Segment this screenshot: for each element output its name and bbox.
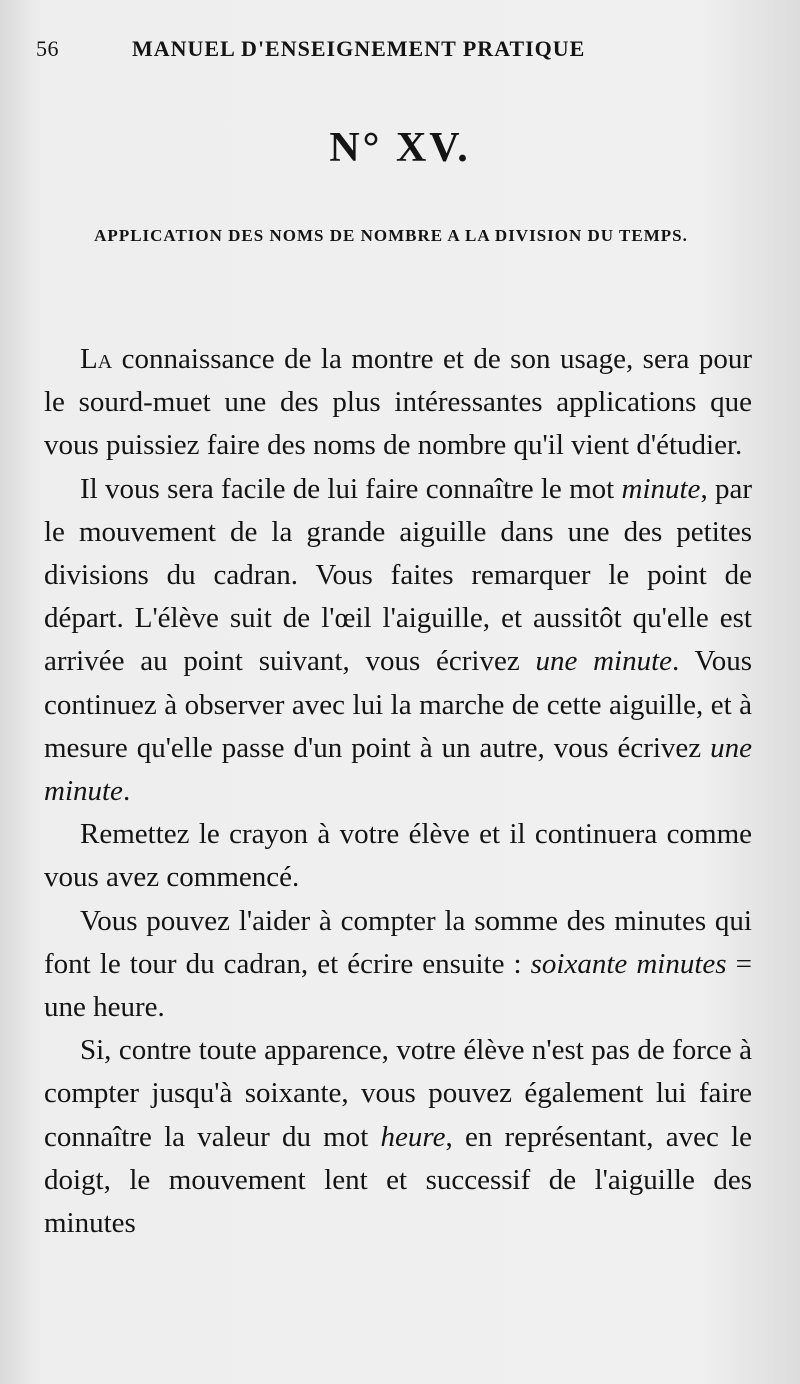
paragraph-2 — [44, 468, 752, 814]
paragraph-4-text-b: = une heure. — [44, 947, 753, 1024]
paragraph-1-text: connaissance de la montre et de son usage, sera pour le sourd-muet une des plus intéressantes applications que vous puissiez faire des noms de nombre qu'il vient d'étudier. — [44, 343, 752, 462]
paragraph-2-text-c: . Vous continuez à observer avec lui la marche de cette aiguille, et à mesure qu'elle passe d'un point à un autre, vous écrivez — [44, 645, 752, 764]
running-title: MANUEL D'ENSEIGNEMENT PRATIQUE — [132, 36, 586, 61]
paragraph-2-text-a: Il vous sera facile de lui faire connaître le mot — [80, 472, 622, 505]
paragraph-2-text-d: . — [122, 775, 131, 808]
paragraph-1 — [44, 338, 752, 468]
paragraph-5-italic-1: heure — [380, 1120, 446, 1153]
body-text — [44, 338, 752, 1245]
section-title: APPLICATION DES NOMS DE NOMBRE A LA DIVISION DU TEMPS. — [94, 226, 688, 245]
paragraph-2-italic-2: une minute — [535, 645, 673, 678]
paragraph-1-dropcap: La — [80, 343, 113, 375]
paragraph-4-italic-1: soixante minutes — [530, 947, 727, 980]
paragraph-5-text-a: Si, contre toute apparence, votre élève n'est pas de force à compter jusqu'à soixante, vous pouvez également lui faire connaître la valeur du mot — [44, 1034, 752, 1153]
paragraph-2-italic-3: une minute — [44, 731, 752, 808]
paragraph-4-text-a: Vous pouvez l'aider à compter la somme des minutes qui font le tour du cadran, et écrire ensuite : — [44, 904, 752, 980]
paragraph-3 — [44, 813, 752, 899]
paragraph-3-text: Remettez le crayon à votre élève et il continuera comme vous avez commencé. — [44, 818, 752, 894]
paragraph-5-text-b: , en représentant, avec le doigt, le mouvement lent et successif de l'aiguille des minutes — [44, 1120, 752, 1240]
section-number: N° XV. — [329, 125, 471, 171]
page-header — [36, 36, 736, 72]
paragraph-2-italic-1: minute — [621, 472, 701, 505]
paragraph-4 — [44, 900, 752, 1030]
page-number: 56 — [36, 36, 59, 61]
paragraph-5 — [44, 1029, 752, 1245]
paragraph-2-text-b: , par le mouvement de la grande aiguille dans une des petites divisions du cadran. Vous faites remarquer le point de départ. L'élève suit de l'œil l'aiguille, et aussitôt qu'elle est arrivée au point suivant, vous écrivez — [44, 472, 753, 678]
